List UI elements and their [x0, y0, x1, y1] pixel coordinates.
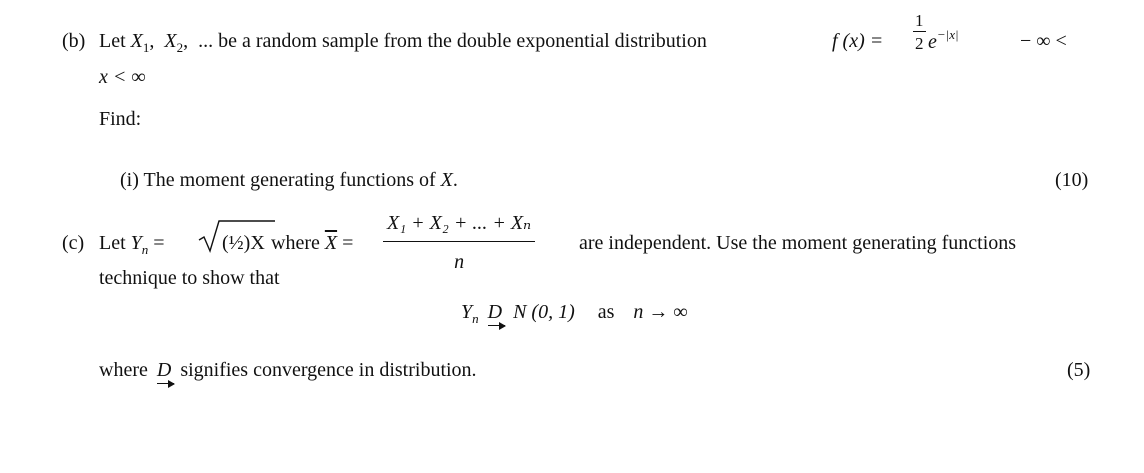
- part-b-frac-den: 2: [915, 34, 924, 53]
- part-c-fraction: [383, 213, 535, 272]
- conv-as: as: [597, 301, 615, 323]
- part-b-label: (b): [62, 30, 86, 52]
- part-b-lead: Let $X_1$, $X_2$, ... be a random sample from the double exponential distribution: [99, 30, 707, 55]
- item-i-marks: (10): [1055, 169, 1089, 191]
- part-c-tail: are independent. Use the moment generating functions: [579, 232, 1017, 254]
- part-c-label: (c): [62, 232, 85, 254]
- part-b-x1: X: [130, 30, 143, 52]
- part-c-marks: (5): [1067, 359, 1091, 381]
- part-c-sqrt-inner: (½)X: [222, 232, 265, 254]
- part-b-let: Let: [99, 30, 131, 52]
- part-b-range-right: − ∞ <: [1020, 30, 1067, 52]
- part-b-exp-base: e: [928, 31, 937, 53]
- part-b-fraction: [913, 12, 926, 52]
- item-i-label: (i) The moment generating functions of: [120, 169, 436, 191]
- part-b-range-left: x < ∞: [99, 66, 146, 88]
- where-line: where D signifies convergence in distribution.: [99, 359, 477, 381]
- part-b-pdf-lhs: f (x) =: [832, 30, 884, 52]
- part-c-frac-den: n: [454, 251, 465, 273]
- part-c-xbar: $\overline{X}$: [324, 232, 338, 254]
- part-c-line2: technique to show that: [99, 267, 280, 289]
- part-c-frac-num: X₁ + X₂ + ... + Xₙ: [383, 213, 535, 242]
- conv-y: Y: [461, 301, 473, 323]
- convergence-statement: $Y_n$ D N (0, 1) as n → ∞: [461, 301, 688, 326]
- part-c-y: Y: [130, 232, 142, 254]
- part-b-frac-num: 1: [915, 11, 924, 30]
- where-d: D: [156, 359, 172, 381]
- conv-rhs: N (0, 1): [513, 301, 575, 323]
- find-label: Find:: [99, 108, 142, 130]
- part-b-exp-power: −|x|: [936, 27, 959, 42]
- conv-limit: n → ∞: [633, 301, 688, 323]
- item-i: (i) The moment generating functions of X.: [120, 169, 458, 191]
- part-b-exp: [928, 28, 959, 52]
- part-b-sample-text: be a random sample from the double exponential distribution: [218, 30, 707, 52]
- part-c-yn: Let $Y_n$ =: [99, 232, 165, 257]
- part-c-where: where $\overline{X}$ =: [271, 232, 354, 254]
- item-i-variable: X: [440, 169, 453, 191]
- conv-d: D: [487, 301, 503, 323]
